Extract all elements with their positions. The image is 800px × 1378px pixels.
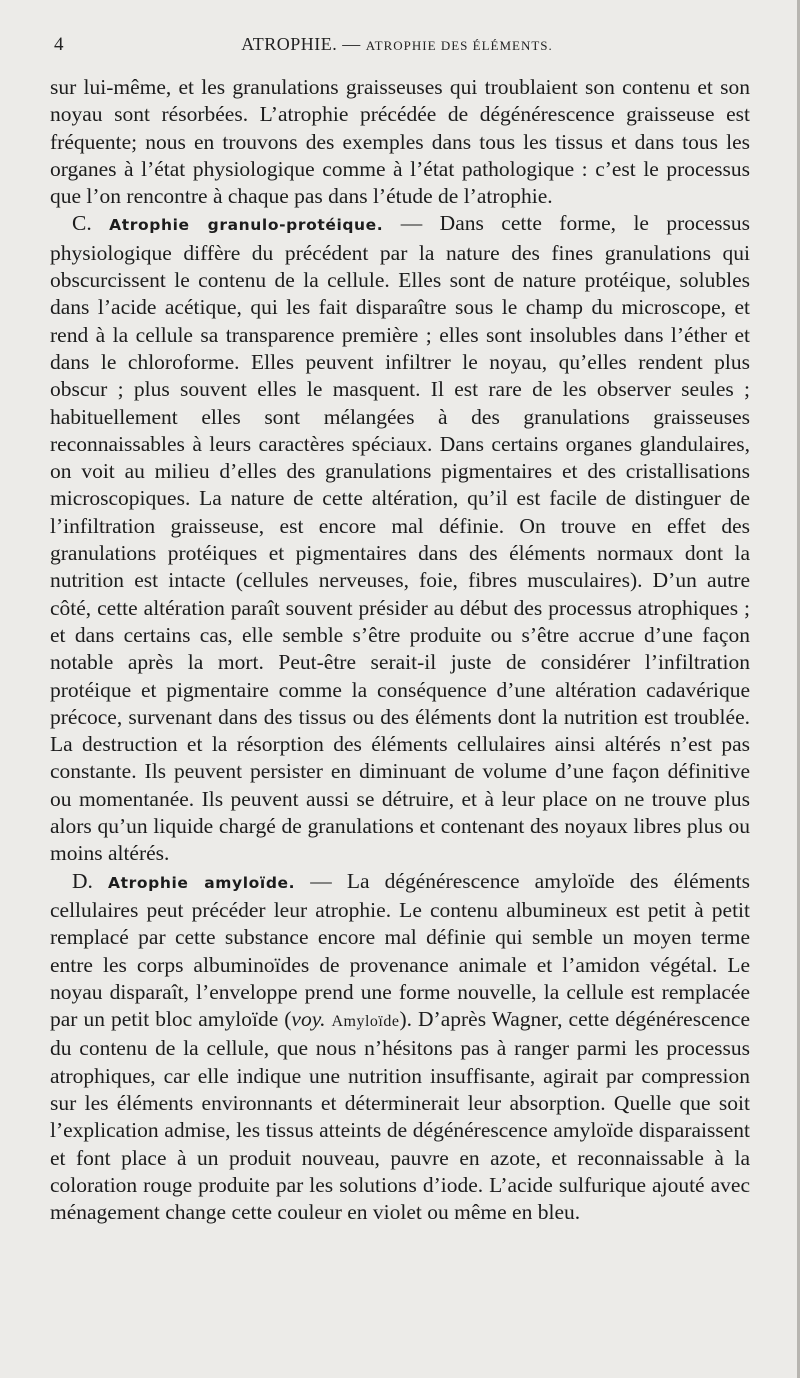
paragraph-text: — La dégénérescence amyloïde des éléments cellulaires peut précéder leur atrophie. Le contenu albumineux est petit à petit remplacé par cette substance encore mal définie qui semble un moyen terme entre les corps albuminoïdes de provenance animale et l’amidon végétal. Le noyau disparaît, l’enveloppe prend une forme nouvelle, la cellule est remplacée par un petit bloc amyloïde ( [50,868,750,1032]
cross-reference-voy: voy. [291,1007,326,1032]
running-header [50,34,750,60]
running-title-main: ATROPHIE. [241,34,338,54]
section-heading: Atrophie granulo-protéique. [109,216,384,235]
section-heading: Atrophie amyloïde. [108,873,296,892]
paragraph-continuation [50,74,750,210]
section-letter: C. [72,211,92,236]
running-title-separator: — [342,34,361,54]
running-title [84,34,750,55]
cross-reference-term: Amyloïde [331,1013,400,1031]
page-number: 4 [54,34,64,55]
section-c-paragraph [50,210,750,867]
paragraph-text: ). D’après Wagner, cette dégénérescence du contenu de la cellule, que nous n’hésitons pas à ranger parmi les processus atrophiques, car elle indique une nutrition insuffisante, agirait par compression sur les éléments environnants et déterminerait leur absorption. Quelle que soit l’explication admise, les tissus atteints de dégénérescence amyloïde disparaissent et font place à un produit nouveau, pauvre en azote, et reconnaissable à la coloration rouge produite par les solutions d’iode. L’acide sulfurique ajouté avec ménagement change cette couleur en violet ou même en bleu. [50,1007,750,1225]
section-letter: D. [72,868,93,893]
paragraph-text: sur lui-même, et les granulations graisseuses qui troublaient son contenu et son noyau sont résorbées. L’atrophie précédée de dégénérescence graisseuse est fréquente; nous en trouvons des exemples dans tous les tissus et dans tous les organes à l’état physiologique comme à l’état pathologique : c’est le processus que l’on rencontre à chaque pas dans l’étude de l’atrophie. [50,75,750,209]
paragraph-text: — Dans cette forme, le processus physiologique diffère du précédent par la nature des fines granulations qui obscurcissent le contenu de la cellule. Elles sont de nature protéique, solubles dans l’acide acétique, qui les fait disparaître sous le champ du microscope, et rend à la cellule sa transparence première ; elles sont insolubles dans l’éther et dans le chloroforme. Elles peuvent infiltrer le noyau, qu’elles rendent plus obscur ; plus souvent elles le masquent. Il est rare de les observer seules ; habituellement elles sont mélangées à des granulations graisseuses reconnaissables à leurs caractères spéciaux. Dans certains organes glandulaires, on voit au milieu d’elles des granulations pigmentaires et des cristallisations microscopiques. La nature de cette altération, qu’il est facile de distinguer de l’infiltration graisseuse, est encore mal définie. On trouve en effet des granulations protéiques et pigmentaires dans des éléments normaux dont la nutrition est intacte (cellules nerveuses, foie, fibres musculaires). D’un autre côté, cette altération paraît souvent présider au début des processus atrophiques ; et dans certains cas, elle semble s’être produite ou s’être accrue d’une façon notable après la mort. Peut-être serait-il juste de considérer l’infiltration protéique et pigmentaire comme la conséquence d’une altération cadavérique précoce, survenant dans des tissus ou des éléments dont la nutrition est troublée. La destruction et la résorption des éléments cellulaires ainsi altérés n’est pas constante. Ils peuvent persister en diminuant de volume d’une façon définitive ou momentanée. Ils peuvent aussi se détruire, et à leur place on ne trouve plus alors qu’un liquide chargé de granulations et contenant des noyaux libres plus ou moins altérés. [50,211,750,866]
section-d-paragraph [50,868,750,1227]
body-text [50,74,750,1226]
running-title-sub: ATROPHIE DES ÉLÉMENTS. [365,38,553,53]
